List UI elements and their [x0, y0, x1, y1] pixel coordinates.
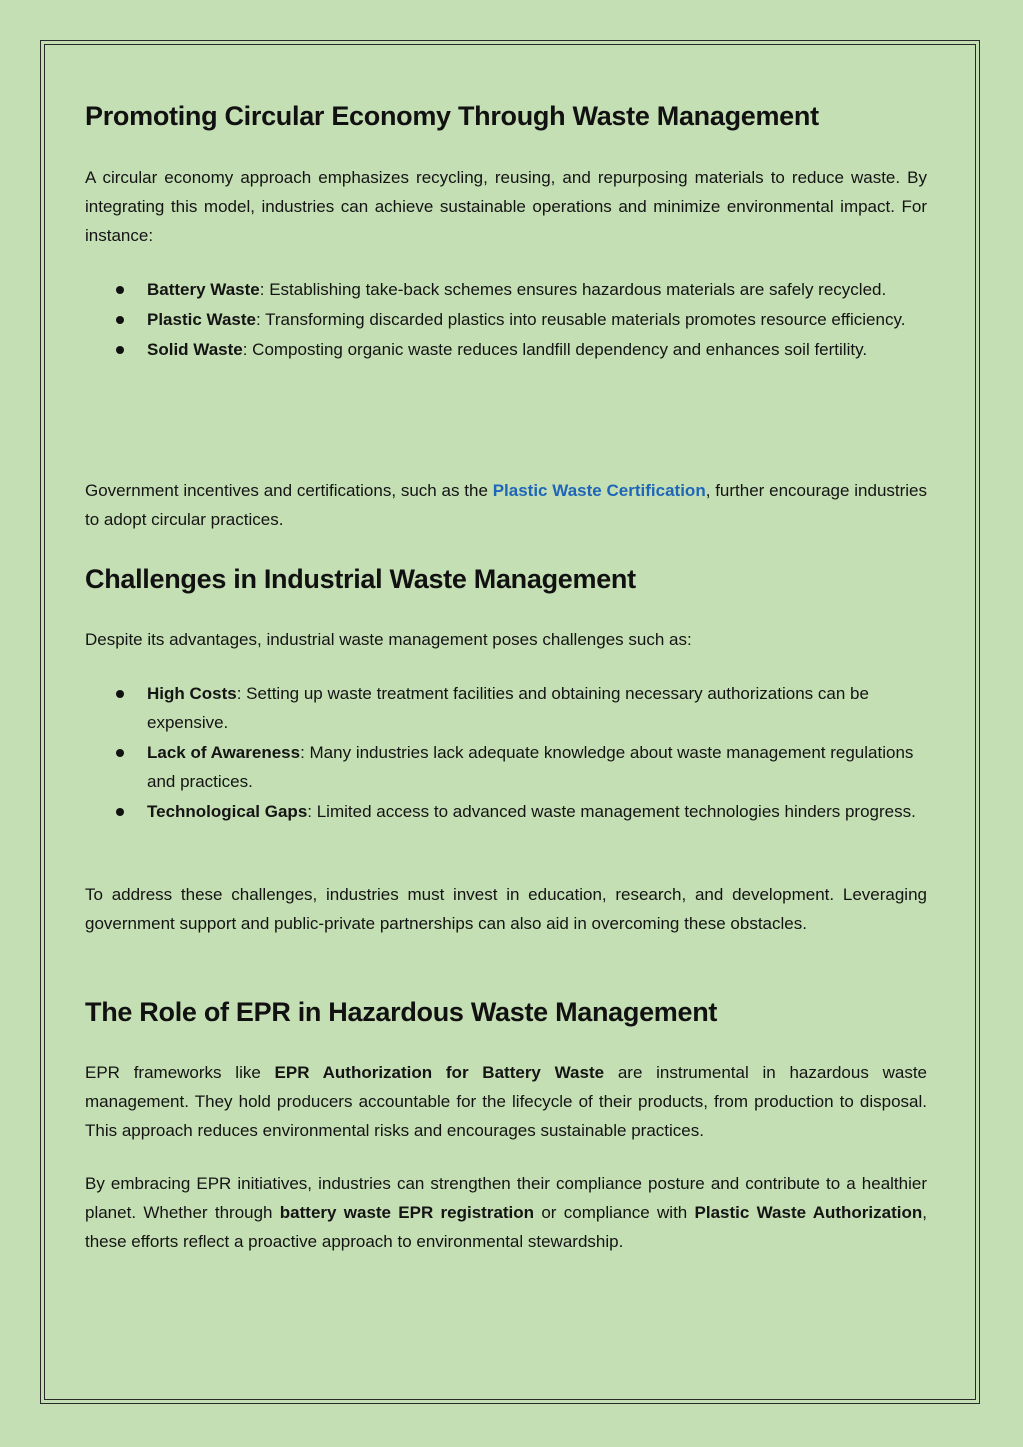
heading-challenges: Challenges in Industrial Waste Management: [85, 564, 636, 594]
plastic-waste-certification-link[interactable]: Plastic Waste Certification: [492, 481, 706, 500]
epr-paragraph-2: [85, 1169, 927, 1256]
list-item-text: : Limited access to advanced waste management technologies hinders progress.: [307, 802, 916, 821]
paragraph-text: , these efforts reflect a proactive approach to environmental stewardship.: [85, 1203, 927, 1251]
epr-paragraph-1: [85, 1058, 927, 1145]
closing-text: , further encourage industries to adopt circular practices.: [85, 481, 928, 529]
paragraph-text: are instrumental in hazardous waste management. They hold producers accountable for the lifecycle of their products, from production to disposal. This approach reduces environmental risks and encourages sustainable practices.: [85, 1063, 927, 1140]
list-item: [85, 679, 927, 737]
list-item-text: : Transforming discarded plastics into reusable materials promotes resource efficiency.: [255, 310, 906, 329]
circular-economy-closing: [85, 476, 927, 534]
battery-epr-registration-term: battery waste EPR registration: [279, 1203, 535, 1222]
paragraph-text: EPR frameworks like: [85, 1063, 275, 1082]
circular-economy-list: [85, 275, 927, 365]
epr-battery-authorization-term: EPR Authorization for Battery Waste: [274, 1063, 605, 1082]
bullet-icon: [116, 346, 124, 354]
bullet-icon: [116, 808, 124, 816]
challenges-list: [85, 679, 927, 827]
list-item-term: Technological Gaps: [147, 802, 308, 821]
heading-epr-role: The Role of EPR in Hazardous Waste Management: [85, 997, 718, 1027]
heading-circular-economy: Promoting Circular Economy Through Waste Management: [85, 101, 819, 131]
list-item: [85, 275, 927, 304]
list-item: [85, 335, 927, 364]
bullet-icon: [116, 316, 124, 324]
challenges-intro: Despite its advantages, industrial waste management poses challenges such as:: [85, 630, 692, 649]
list-item-text: : Setting up waste treatment facilities and obtaining necessary authorizations can be expensive.: [147, 684, 869, 732]
list-item-term: Plastic Waste: [147, 310, 256, 329]
list-item-text: : Establishing take-back schemes ensures hazardous materials are safely recycled.: [259, 280, 887, 299]
list-item: [85, 797, 927, 826]
bullet-icon: [116, 749, 124, 757]
bullet-icon: [116, 690, 124, 698]
paragraph-text: By embracing EPR initiatives, industries can strengthen their compliance posture and contribute to a healthier planet. Whether through: [85, 1174, 927, 1222]
list-item: [85, 738, 927, 796]
circular-economy-intro: A circular economy approach emphasizes recycling, reusing, and repurposing materials to reduce waste. By integrating this model, industries can achieve sustainable operations and minimize environmental impact. For instance:: [85, 168, 927, 245]
challenges-closing: To address these challenges, industries must invest in education, research, and development. Leveraging government support and public-private partnerships can also aid in overcoming these obstacles.: [85, 885, 927, 933]
list-item-text: : Many industries lack adequate knowledge about waste management regulations and practices.: [147, 743, 914, 791]
closing-text: Government incentives and certifications, such as the: [85, 481, 493, 500]
paragraph-text: or compliance with: [534, 1203, 695, 1222]
list-item-term: High Costs: [147, 684, 237, 703]
list-item-text: : Composting organic waste reduces landfill dependency and enhances soil fertility.: [242, 340, 868, 359]
list-item-term: Battery Waste: [147, 280, 260, 299]
plastic-waste-authorization-term: Plastic Waste Authorization: [694, 1203, 923, 1222]
list-item-term: Lack of Awareness: [147, 743, 301, 762]
list-item: [85, 305, 927, 334]
list-item-term: Solid Waste: [147, 340, 243, 359]
bullet-icon: [116, 286, 124, 294]
